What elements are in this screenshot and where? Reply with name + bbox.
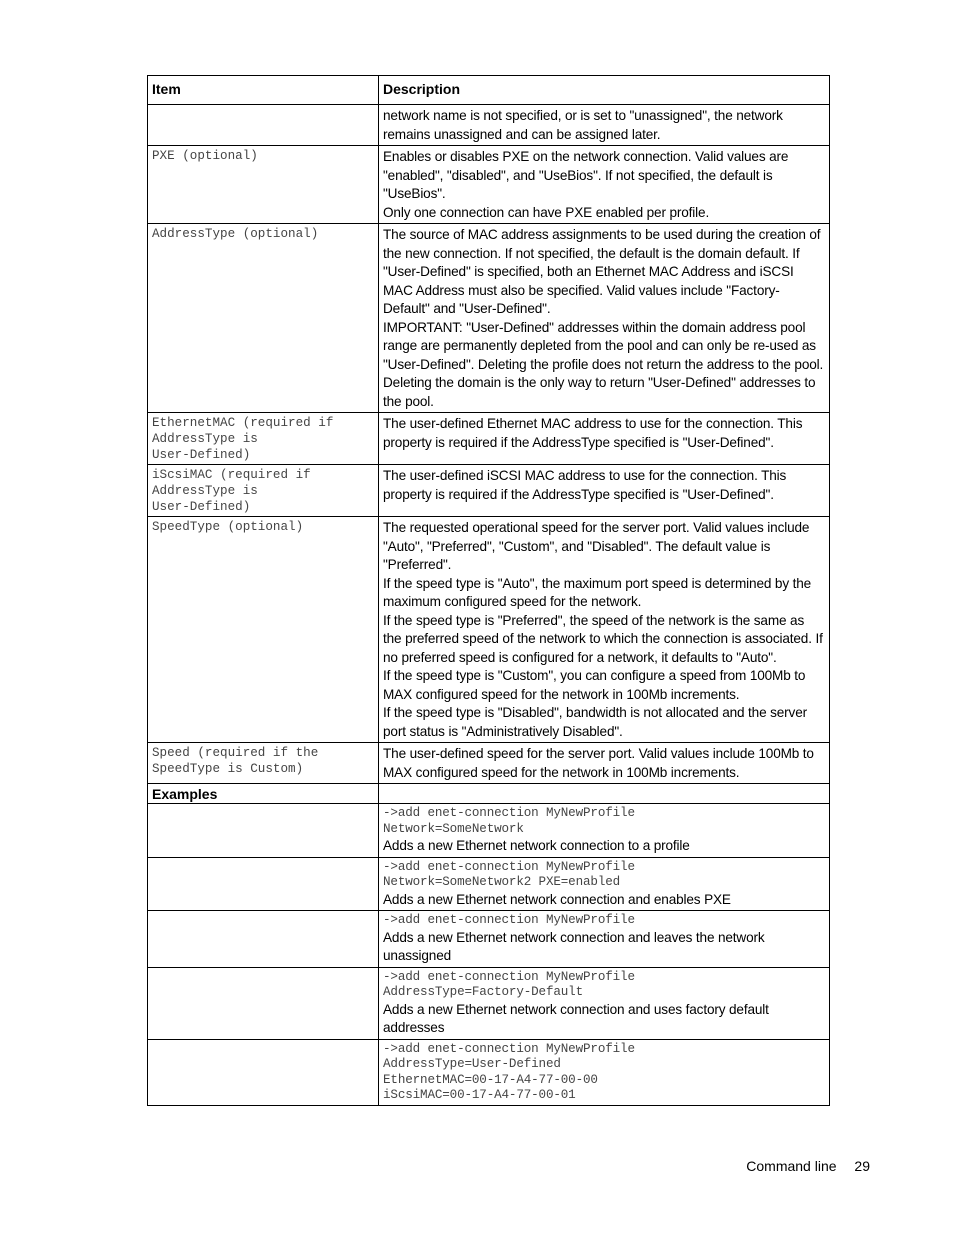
table-row <box>148 146 830 224</box>
example-cell <box>379 804 830 858</box>
example-cell <box>379 967 830 1039</box>
parameter-description <box>379 105 830 146</box>
parameter-name: Speed (required if the SpeedType is Custom) <box>148 743 379 784</box>
description-paragraph: If the speed type is "Preferred", the speed of the network is the same as the preferred speed of the network to which the connection is associated. If no preferred speed is configured for a network, it defaults to "Auto". <box>383 612 823 665</box>
description-paragraph: If the speed type is "Auto", the maximum port speed is determined by the maximum configured speed for the network. <box>383 575 812 609</box>
footer-page-number: 29 <box>854 1158 870 1174</box>
page-footer <box>746 1158 870 1174</box>
description-paragraph: If the speed type is "Disabled", bandwidth is not allocated and the server port status is "Administratively Disabled". <box>383 705 807 739</box>
example-empty-cell <box>148 857 379 911</box>
example-cell <box>379 1039 830 1105</box>
description-paragraph: The requested operational speed for the server port. Valid values include "Auto", "Preferred", "Custom", and "Disabled". The default value is "Preferred". <box>383 520 810 572</box>
table-row <box>148 224 830 413</box>
parameter-description <box>379 465 830 517</box>
parameter-name: SpeedType (optional) <box>148 517 379 743</box>
table-row <box>148 517 830 743</box>
description-paragraph: The user-defined Ethernet MAC address to use for the connection. This property is required if the AddressType specified is "User-Defined". <box>383 416 803 450</box>
example-row <box>148 804 830 858</box>
example-command: ->add enet-connection MyNewProfile AddressType=Factory-Default <box>383 969 635 999</box>
example-cell <box>379 857 830 911</box>
example-description: Adds a new Ethernet network connection and uses factory default addresses <box>383 1001 769 1035</box>
description-paragraph: The user-defined iSCSI MAC address to use for the connection. This property is required if the AddressType specified is "User-Defined". <box>383 468 787 502</box>
table-row <box>148 465 830 517</box>
example-empty-cell <box>148 804 379 858</box>
examples-header-empty <box>379 784 830 804</box>
table-row <box>148 413 830 465</box>
header-description: Description <box>379 76 830 105</box>
example-description: Adds a new Ethernet network connection and leaves the network unassigned <box>383 929 765 963</box>
description-paragraph: If the speed type is "Custom", you can configure a speed from 100Mb to MAX configured speed for the network in 100Mb increments. <box>383 668 806 702</box>
example-cell <box>379 911 830 968</box>
parameter-description <box>379 517 830 743</box>
parameter-description <box>379 146 830 224</box>
parameter-description <box>379 413 830 465</box>
description-paragraph: Only one connection can have PXE enabled per profile. <box>383 204 710 220</box>
example-row <box>148 857 830 911</box>
example-command: ->add enet-connection MyNewProfile <box>383 913 635 927</box>
example-description: Adds a new Ethernet network connection and enables PXE <box>383 891 731 907</box>
description-paragraph: network name is not specified, or is set to "unassigned", the network remains unassigned and can be assigned later. <box>383 108 783 142</box>
example-row <box>148 967 830 1039</box>
parameter-name <box>148 105 379 146</box>
example-row <box>148 911 830 968</box>
parameter-description <box>379 743 830 784</box>
example-row <box>148 1039 830 1105</box>
description-paragraph: The source of MAC address assignments to be used during the creation of the new connection. If not specified, the default is the domain default. If "User-Defined" is specified, both an Ethernet MAC Address and iSCSI MAC Address must also be specified. Valid values include "Factory-Default" and "User-Defined". <box>383 227 821 316</box>
table-row <box>148 743 830 784</box>
table-header-row <box>148 76 830 105</box>
example-description: Adds a new Ethernet network connection to a profile <box>383 838 690 853</box>
example-empty-cell <box>148 1039 379 1105</box>
parameter-description <box>379 224 830 413</box>
example-command: ->add enet-connection MyNewProfile Network=SomeNetwork2 PXE=enabled <box>383 859 635 889</box>
example-empty-cell <box>148 911 379 968</box>
examples-header-row <box>148 784 830 804</box>
description-paragraph: The user-defined speed for the server port. Valid values include 100Mb to MAX configured speed for the network in 100Mb increments. <box>383 746 814 780</box>
examples-title: Examples <box>148 784 379 804</box>
footer-section: Command line <box>746 1158 837 1174</box>
description-paragraph: IMPORTANT: "User-Defined" addresses within the domain address pool range are permanently depleted from the pool and can only be re-used as "User-Defined". Deleting the profile does not return the address to the pool. Deleting the domain is the only way to return "User-Defined" addresses to the pool. <box>383 319 824 409</box>
parameter-name: EthernetMAC (required if AddressType is User-Defined) <box>148 413 379 465</box>
example-command: ->add enet-connection MyNewProfile Network=SomeNetwork <box>383 806 635 836</box>
parameter-name: AddressType (optional) <box>148 224 379 413</box>
example-command: ->add enet-connection MyNewProfile AddressType=User-Defined EthernetMAC=00-17-A4-77-00-00 iScsiMAC=00-17-A4-77-00-01 <box>383 1041 635 1102</box>
header-item: Item <box>148 76 379 105</box>
parameter-name: PXE (optional) <box>148 146 379 224</box>
table-row <box>148 105 830 146</box>
description-paragraph: Enables or disables PXE on the network connection. Valid values are "enabled", "disabled", and "UseBios". If not specified, the default is "UseBios". <box>383 149 789 201</box>
parameter-table <box>147 75 830 1106</box>
parameter-name: iScsiMAC (required if AddressType is User-Defined) <box>148 465 379 517</box>
example-empty-cell <box>148 967 379 1039</box>
